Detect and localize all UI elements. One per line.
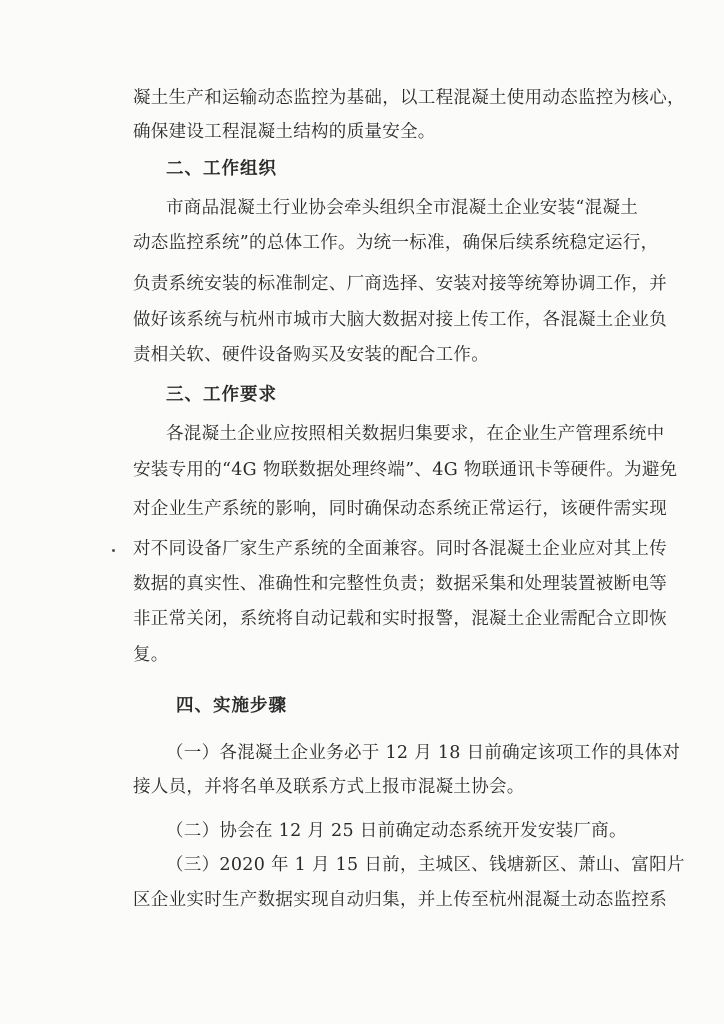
paragraph-line: 市商品混凝土行业协会牵头组织全市混凝土企业安装“混凝土 (166, 198, 639, 218)
scan-speck (112, 549, 115, 552)
paragraph-line: 对企业生产系统的影响，同时确保动态系统正常运行，该硬件需实现 (133, 499, 667, 519)
paragraph-line: 各混凝土企业应按照相关数据归集要求，在企业生产管理系统中 (166, 424, 665, 444)
paragraph-line: 区企业实时生产数据实现自动归集，并上传至杭州混凝土动态监控系 (133, 890, 667, 910)
paragraph-line: 安装专用的“4G 物联数据处理终端”、4G 物联通讯卡等硬件。为避免 (133, 460, 678, 480)
section-heading-work-requirements: 三、工作要求 (166, 385, 277, 405)
paragraph-line: 非正常关闭，系统将自动记载和实时报警，混凝土企业需配合立即恢 (133, 609, 667, 629)
paragraph-line: （三）2020 年 1 月 15 日前，主城区、钱塘新区、萧山、富阳片 (166, 855, 685, 875)
paragraph-line: 动态监控系统”的总体工作。为统一标准，确保后续系统稳定运行， (133, 233, 659, 253)
paragraph-line: 接人员，并将名单及联系方式上报市混凝土协会。 (133, 777, 525, 797)
paragraph-line: （一）各混凝土企业务必于 12 月 18 日前确定该项工作的具体对 (166, 743, 681, 763)
paragraph-line: 数据的真实性、准确性和完整性负责；数据采集和处理装置被断电等 (133, 574, 667, 594)
section-heading-work-organization: 二、工作组织 (166, 159, 277, 179)
paragraph-line: 责相关软、硬件设备购买及安装的配合工作。 (133, 345, 489, 365)
section-heading-implementation-steps: 四、实施步骤 (176, 696, 287, 716)
paragraph-line: 确保建设工程混凝土结构的质量安全。 (133, 122, 436, 142)
paragraph-line: 对不同设备厂家生产系统的全面兼容。同时各混凝土企业应对其上传 (133, 539, 667, 559)
paragraph-line: 凝土生产和运输动态监控为基础，以工程混凝土使用动态监控为核心， (133, 88, 685, 108)
paragraph-line: 做好该系统与杭州市城市大脑大数据对接上传工作，各混凝土企业负 (133, 310, 667, 330)
paragraph-line: 负责系统安装的标准制定、厂商选择、安装对接等统筹协调工作，并 (133, 274, 667, 294)
paragraph-line: 复。 (133, 645, 169, 665)
paragraph-line: （二）协会在 12 月 25 日前确定动态系统开发安装厂商。 (166, 821, 627, 841)
